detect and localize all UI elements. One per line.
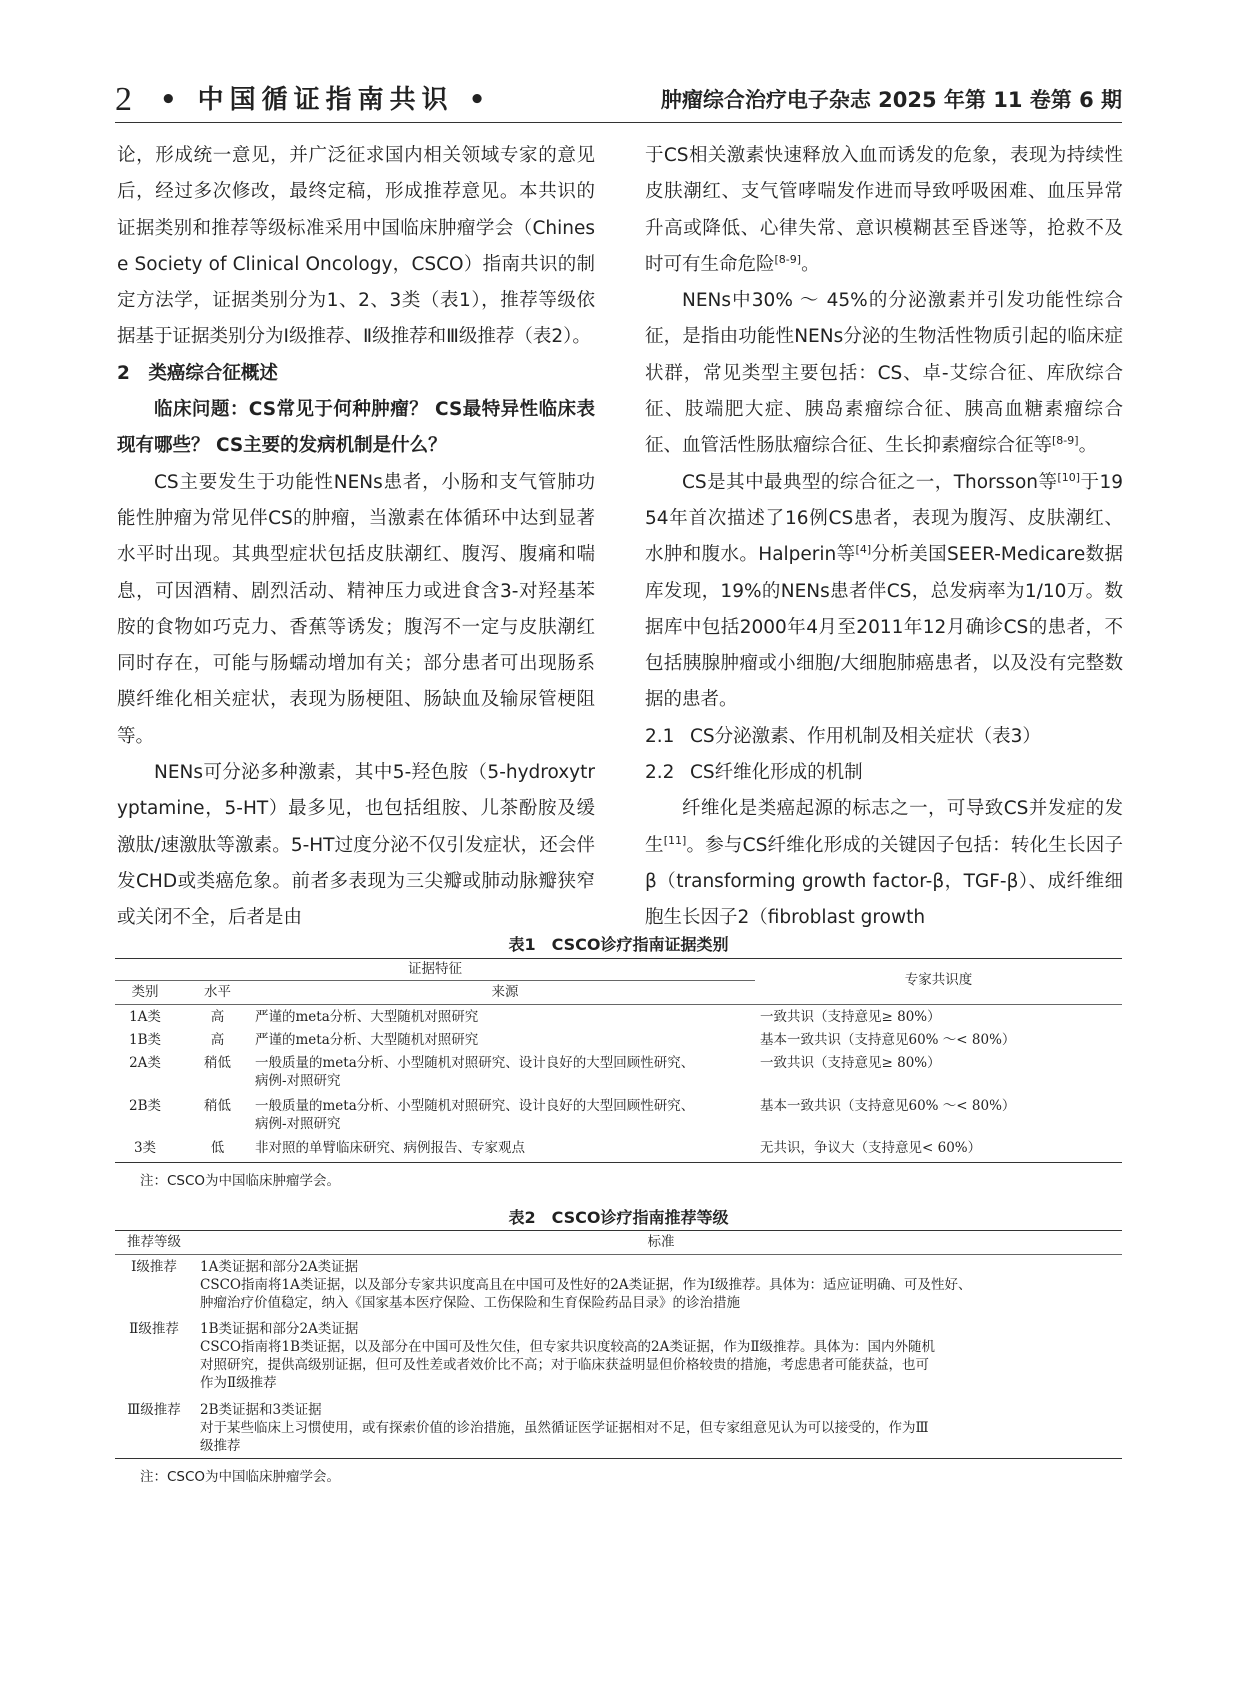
page-number: 2	[115, 81, 132, 118]
table1-cell-consensus: 基本一致共识（支持意见60% ～< 80%）	[760, 1098, 1016, 1114]
table1	[115, 958, 1122, 1168]
paragraph-methods-end: 论，形成统一意见，并广泛征求国内相关领域专家的意见后，经过多次修改，最终定稿，形成推荐意见。本共识的证据类别和推荐等级标准采用中国临床肿瘤学会（Chinese Society of Clinical Oncology，CSCO）指南共识的制定方法学，证据类别分为1、2、3类（表1），推荐等级依据基于证据类别分为Ⅰ级推荐、Ⅱ级推荐和Ⅲ级推荐（表2）。	[117, 145, 595, 348]
table1-cell-category: 2B类	[128, 1098, 161, 1114]
table1-header-category: 类别	[131, 984, 159, 1000]
table2-cell-line: 作为Ⅱ级推荐	[200, 1375, 277, 1391]
table-rule	[115, 980, 755, 981]
table1-cell-category: 3类	[133, 1140, 157, 1156]
table1-cell-consensus: 无共识，争议大（支持意见< 60%）	[760, 1140, 982, 1156]
table2-cell-line: CSCO指南将1B类证据，以及部分在中国可及性欠佳，但专家共识度较高的2A类证据，作为Ⅱ级推荐。具体为：国内外随机	[200, 1339, 935, 1355]
table2-note: 注：CSCO为中国临床肿瘤学会。	[140, 1469, 341, 1485]
table1-group-header: 证据特征	[408, 961, 462, 977]
paragraph-cs-symptoms: CS主要发生于功能性NENs患者，小肠和支气管肺功能性肿瘤为常见伴CS的肿瘤，当激素在体循环中达到显著水平时出现。其典型症状包括皮肤潮红、腹泻、腹痛和喘息，可因酒精、剧烈活动、精神压力或进食含3-对羟基苯胺的食物如巧克力、香蕉等诱发；腹泻不一定与皮肤潮红同时存在，可能与肠蠕动增加有关；部分患者可出现肠系膜纤维化相关症状，表现为肠梗阻、肠缺血及输尿管梗阻等。	[117, 471, 595, 747]
table1-caption: 表1 CSCO诊疗指南证据类别	[508, 935, 729, 954]
paragraph-epidemiology: CS是其中最典型的综合征之一，Thorsson等[10]于1954年首次描述了16例CS患者，表现为腹泻、皮肤潮红、水肿和腹水。Halperin等[4]分析美国SEER-Medicare数据库发现，19%的NENs患者伴CS，总发病率为1/10万。数据库中包括2000年4月至2011年12月确诊CS的患者，不包括胰腺肿瘤或小细胞/大细胞肺癌患者，以及没有完整数据的患者。	[645, 470, 1124, 711]
table1-cell-level: 高	[210, 1009, 225, 1025]
table2-cell-line: 2B类证据和3类证据	[200, 1402, 322, 1418]
journal-issue-info: 肿瘤综合治疗电子杂志 2025 年第 11 卷第 6 期	[660, 88, 1122, 112]
table1-cell-category: 1B类	[128, 1032, 161, 1048]
table1-cell-consensus: 基本一致共识（支持意见60% ～< 80%）	[760, 1032, 1016, 1048]
citation: [10]	[1057, 470, 1081, 484]
table2-cell-grade: Ⅰ级推荐	[131, 1259, 177, 1275]
table2-cell-line: CSCO指南将1A类证据，以及部分专家共识度高且在中国可及性好的2A类证据，作为Ⅰ级推荐。具体为：适应证明确、可及性好、	[200, 1277, 972, 1293]
table1-cell-source: 一般质量的meta分析、小型随机对照研究、设计良好的大型回顾性研究、	[255, 1055, 695, 1071]
table-rule	[115, 1004, 1122, 1005]
table2-cell-line: 级推荐	[200, 1438, 241, 1454]
citation: [8-9]	[1052, 434, 1079, 448]
table2	[115, 1230, 1122, 1462]
table1-cell-source: 一般质量的meta分析、小型随机对照研究、设计良好的大型回顾性研究、	[255, 1098, 695, 1114]
table2-caption: 表2 CSCO诊疗指南推荐等级	[508, 1208, 729, 1227]
subsection-2-2-heading: 2.2 CS纤维化形成的机制	[645, 762, 863, 784]
clinical-question: 临床问题：CS常见于何种肿瘤？ CS最特异性临床表现有哪些？ CS主要的发病机制是什么？	[117, 399, 595, 457]
citation: [8-9]	[774, 252, 802, 266]
running-header	[115, 78, 1122, 123]
table-rule	[115, 1230, 1122, 1231]
table-rule	[115, 958, 1122, 959]
citation: [4]	[855, 543, 872, 557]
table1-cell-level: 稍低	[204, 1055, 231, 1071]
table1-cell-level: 低	[210, 1140, 225, 1156]
table2-header-grade: 推荐等级	[127, 1234, 181, 1250]
section-2-heading: 2 类癌综合征概述	[117, 362, 278, 384]
table2-cell-grade: Ⅱ级推荐	[129, 1321, 179, 1337]
table2-cell-line: 1B类证据和部分2A类证据	[200, 1321, 359, 1337]
paragraph-functional-syndromes: NENs中30% ～ 45%的分泌激素并引发功能性综合征，是指由功能性NENs分泌的生物活性物质引起的临床症状群，常见类型主要包括：CS、卓-艾综合征、库欣综合征、肢端肥大症、胰岛素瘤综合征、胰高血糖素瘤综合征、血管活性肠肽瘤综合征、生长抑素瘤综合征等[8-9]。	[645, 290, 1123, 457]
table1-cell-source: 严谨的meta分析、大型随机对照研究	[255, 1009, 479, 1025]
table1-cell-level: 稍低	[204, 1098, 231, 1114]
table1-cell-consensus: 一致共识（支持意见≥ 80%）	[760, 1055, 941, 1071]
table1-header-consensus: 专家共识度	[904, 972, 973, 988]
table1-cell-source: 非对照的单臂临床研究、病例报告、专家观点	[255, 1140, 525, 1156]
table1-note: 注：CSCO为中国临床肿瘤学会。	[140, 1173, 341, 1189]
table1-cell-source-cont: 病例-对照研究	[255, 1116, 341, 1132]
table1-cell-source-cont: 病例-对照研究	[255, 1073, 341, 1089]
subsection-2-1-heading: 2.1 CS分泌激素、作用机制及相关症状（表3）	[645, 725, 1041, 747]
table2-cell-line: 肿瘤治疗价值稳定，纳入《国家基本医疗保险、工伤保险和生育保险药品目录》的诊治措施	[200, 1295, 740, 1311]
citation: [11]	[663, 833, 687, 847]
table1-header-level: 水平	[204, 984, 231, 1000]
table1-cell-source: 严谨的meta分析、大型随机对照研究	[255, 1032, 479, 1048]
table-rule	[115, 1254, 1122, 1255]
table-rule	[115, 1162, 1122, 1163]
right-column	[645, 138, 1123, 937]
table-rule	[115, 1458, 1122, 1459]
table2-header-standard: 标准	[647, 1234, 675, 1250]
paragraph-fibrosis: 纤维化是类癌起源的标志之一，可导致CS并发症的发生[11]。参与CS纤维化形成的关键因子包括：转化生长因子β（transforming growth factor-β，TGF-β）、成纤维细胞生长因子2（fibroblast growth	[645, 798, 1123, 929]
table1-cell-consensus: 一致共识（支持意见≥ 80%）	[760, 1009, 941, 1025]
column-section-name: • 中国循证指南共识 •	[160, 85, 492, 115]
paragraph-crisis: 于CS相关激素快速释放入血而诱发的危象，表现为持续性皮肤潮红、支气管哮喘发作进而导致呼吸困难、血压异常升高或降低、心律失常、意识模糊甚至昏迷等，抢救不及时可有生命危险[8-9]。	[645, 145, 1123, 275]
table2-cell-line: 对照研究，提供高级别证据，但可及性差或者效价比不高；对于临床获益明显但价格较贵的措施，考虑患者可能获益，也可	[200, 1357, 929, 1373]
table2-cell-line: 1A类证据和部分2A类证据	[200, 1259, 359, 1275]
paragraph-hormones: NENs可分泌多种激素，其中5-羟色胺（5-hydroxytryptamine，5-HT）最多见，也包括组胺、儿茶酚胺及缓激肽/速激肽等激素。5-HT过度分泌不仅引发症状，还会伴发CHD或类癌危象。前者多表现为三尖瓣或肺动脉瓣狭窄或关闭不全，后者是由	[117, 762, 595, 929]
table1-cell-category: 2A类	[129, 1055, 161, 1071]
table2-cell-grade: Ⅲ级推荐	[127, 1402, 181, 1418]
left-column	[117, 138, 595, 937]
table2-cell-line: 对于某些临床上习惯使用，或有探索价值的诊治措施，虽然循证医学证据相对不足，但专家组意见认为可以接受的，作为Ⅲ	[200, 1420, 929, 1436]
table1-header-source: 来源	[491, 984, 519, 1000]
table1-cell-level: 高	[210, 1032, 225, 1048]
table1-cell-category: 1A类	[129, 1009, 161, 1025]
